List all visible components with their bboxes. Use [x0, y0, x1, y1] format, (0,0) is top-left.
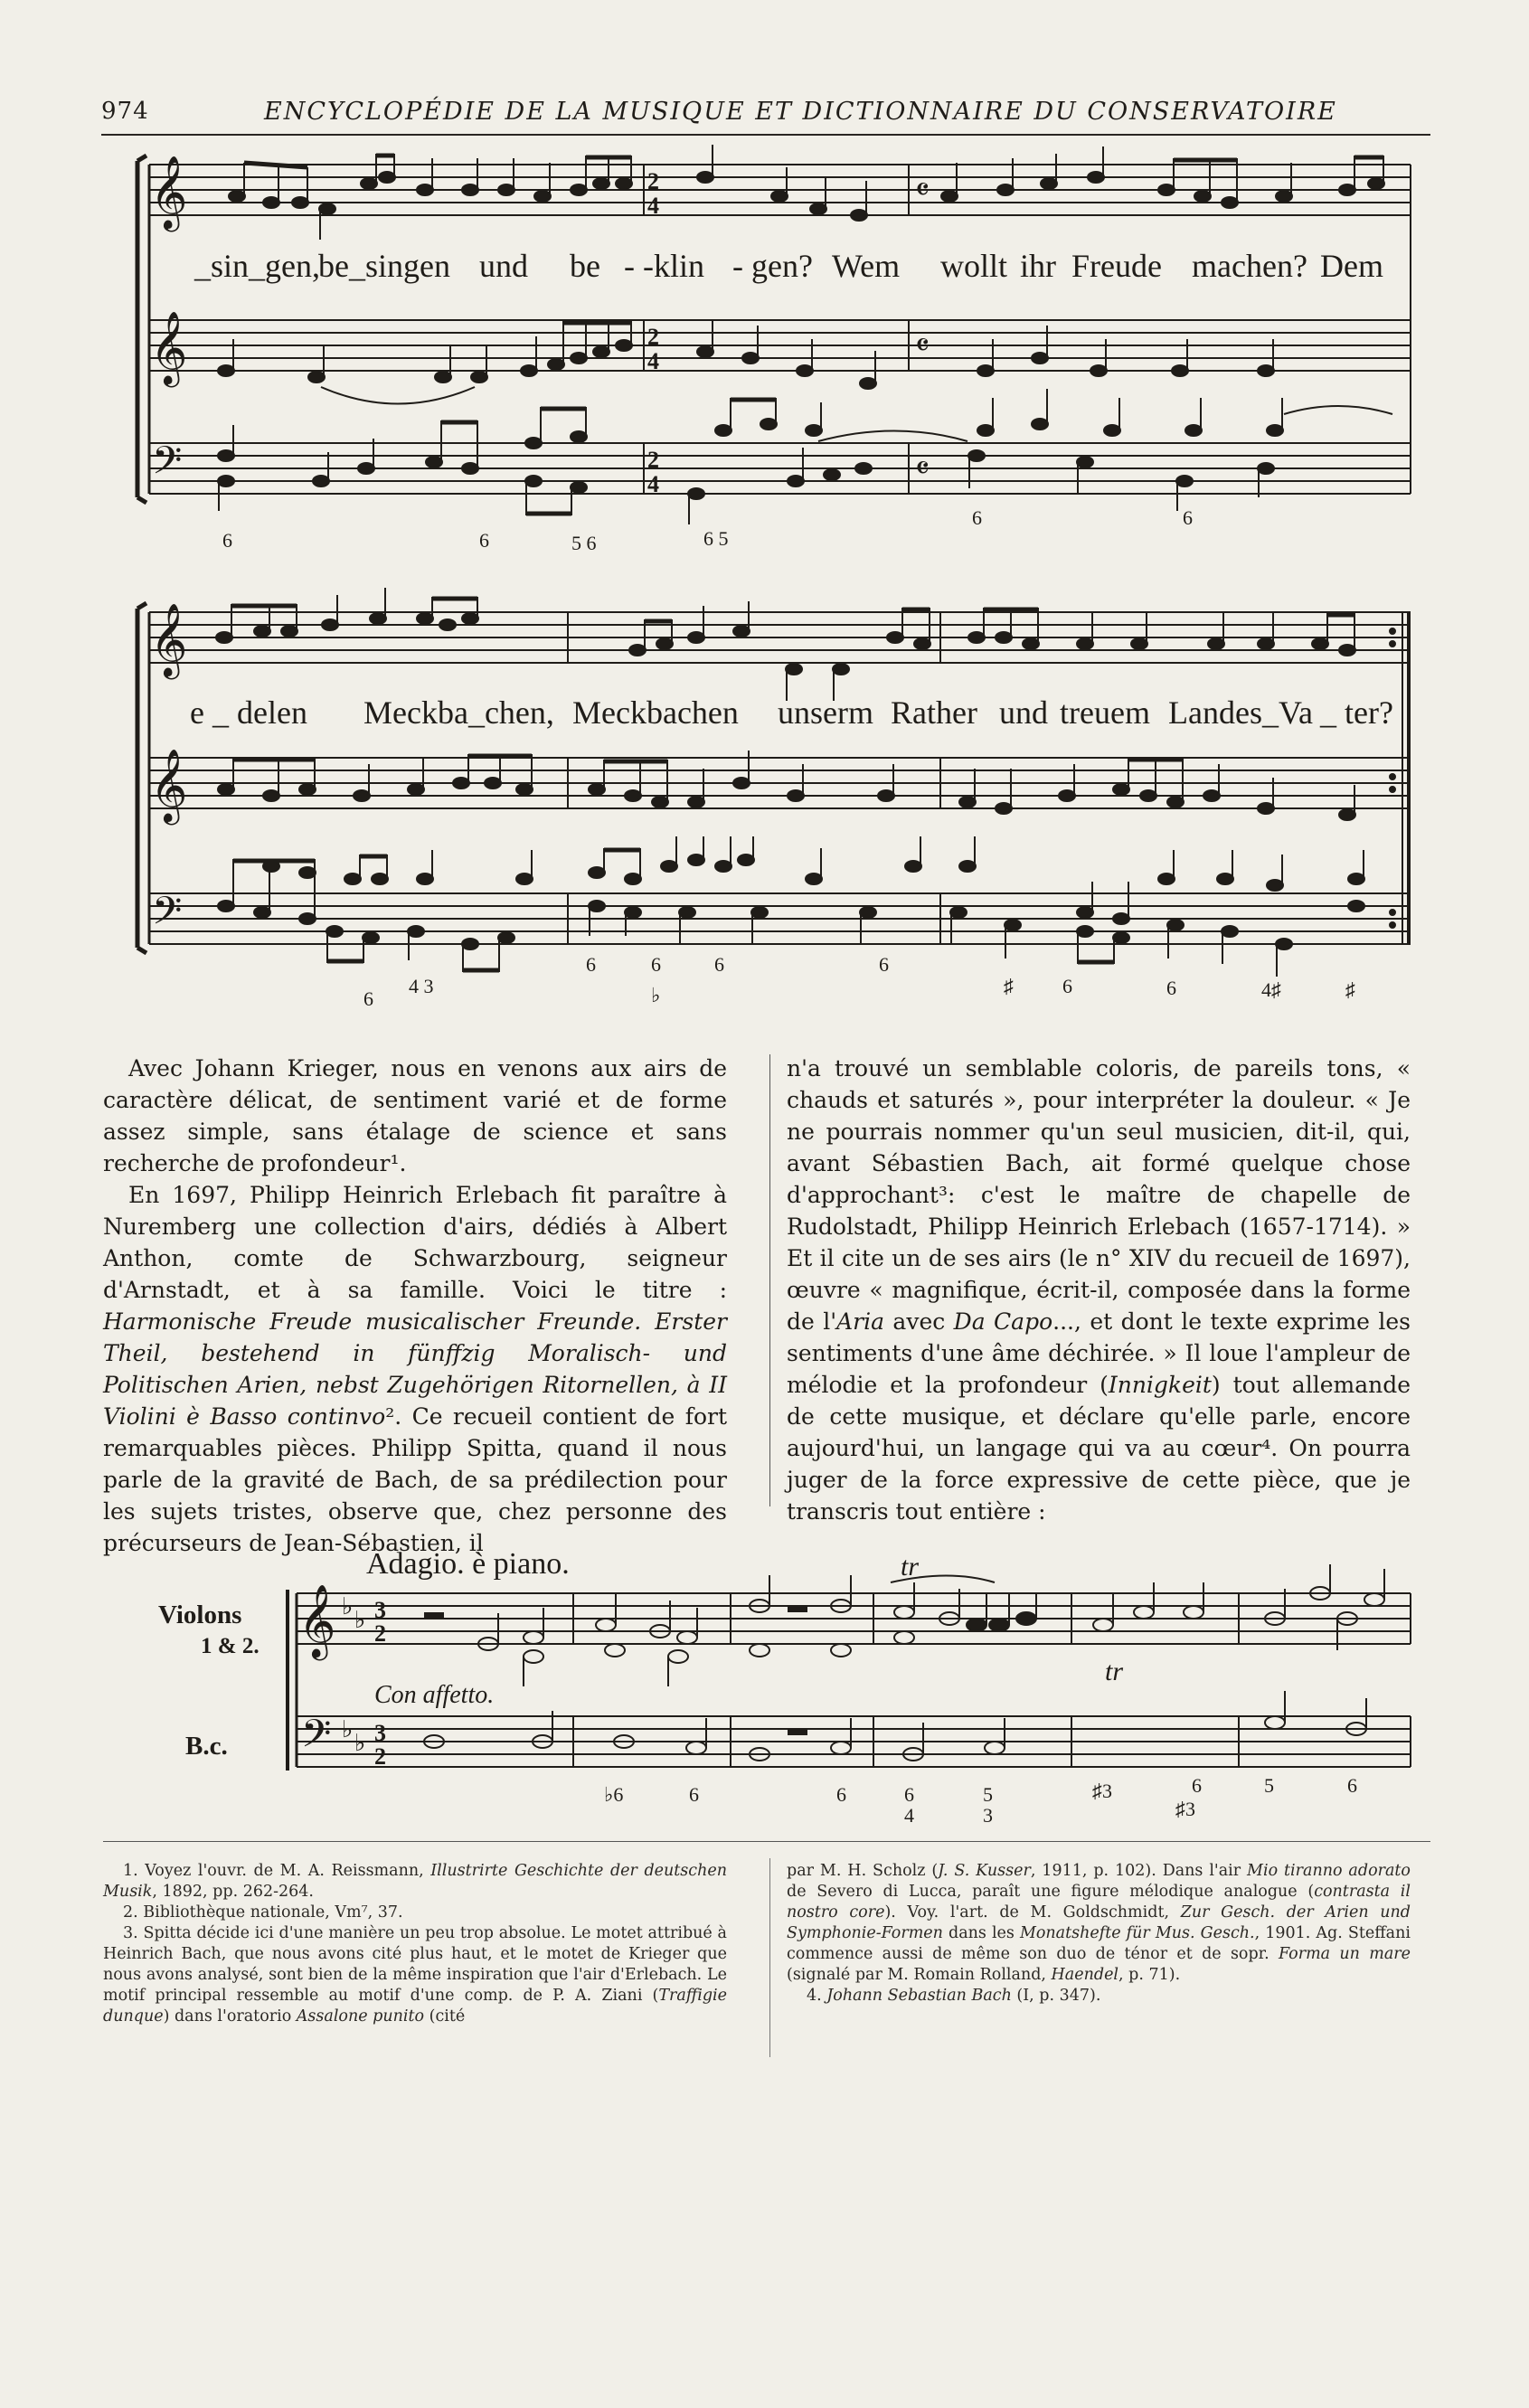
violin-notes: [425, 1564, 1384, 1686]
lyric-word: _ ter?: [1320, 694, 1393, 731]
bc-figured-bass: [604, 1774, 1357, 1827]
footnote-3-continued: par M. H. Scholz (J. S. Kusser, 1911, p. 102). Dans l'air Mio tiranno adorato de Severo di Lucca, paraît une figure mélodique analogue (contrasta il nostro core). Voy. l'art. de M. Goldschmidt, Zur Gesch. der Arien und Symphonie-Formen dans les Monatshefte für Mus. Gesch., 1901. Ag. Steffani commence aussi de même son duo de ténor et de sopr. Forma un mare (signalé par M. Romain Rolland, Haendel, p. 71).: [787, 1862, 1411, 1984]
page-number: 974: [101, 98, 149, 125]
lyric-word: Freude: [1071, 248, 1162, 284]
system1-lyrics: [193, 248, 1383, 284]
lyric-word: _sin_gen,: [194, 248, 320, 284]
book-title: Harmonische Freude musicalischer Freunde. Erster Theil, bestehend in fünffzig Moralisch- und Politischen Arien, nebst Zugehörigen Ritornellen, à II Violini è Basso continvo: [103, 1308, 727, 1430]
lyric-word: und: [999, 694, 1048, 731]
figure: 6: [1166, 977, 1176, 999]
figure: 6: [972, 506, 982, 529]
treble-clef-icon: 𝄞: [150, 158, 188, 228]
figure: 6: [586, 953, 596, 976]
svg-text:♭: ♭: [342, 1593, 354, 1619]
figure: 5: [1264, 1774, 1274, 1797]
figure: 6: [1062, 975, 1072, 997]
figure: 6: [714, 953, 724, 976]
figure: ♯: [1004, 975, 1014, 997]
svg-text:♭: ♭: [354, 1730, 366, 1756]
system2-lyrics: [190, 694, 1393, 731]
figure: 6 5: [703, 527, 729, 550]
footnote-rule: [103, 1841, 1430, 1842]
svg-text:2: 2: [374, 1743, 386, 1770]
figure: ♭6: [604, 1783, 624, 1806]
lyric-word: unserm: [778, 694, 873, 731]
figure: ♯3: [1175, 1798, 1195, 1820]
footnote-4: 4. Johann Sebastian Bach (I, p. 347).: [807, 1987, 1101, 2005]
svg-text:2: 2: [374, 1620, 386, 1647]
footnote-2: 2. Bibliothèque nationale, Vm⁷, 37.: [123, 1903, 403, 1922]
figure: ♭: [651, 984, 661, 1006]
bass-clef-icon: 𝄢: [152, 440, 183, 492]
lyric-word: wollt: [940, 248, 1008, 284]
running-title: ENCYCLOPÉDIE DE LA MUSIQUE ET DICTIONNAIRE DU CONSERVATOIRE: [264, 98, 1337, 126]
figure: 4 3: [409, 975, 434, 997]
staff-label-bc: B.c.: [185, 1732, 228, 1761]
staff-label-violons: Violons: [158, 1601, 242, 1629]
staff-label-violons-parts: 1 & 2.: [201, 1634, 260, 1658]
lyric-word: e _ delen: [190, 694, 307, 731]
system2-figured-bass: [363, 953, 1355, 1010]
footnote-3: 3. Spitta décide ici d'une manière un peu trop absolue. Le motet attribué à Heinrich Bach, que nous avons cité plus haut, et le motet de Krieger que nous avons analysé, sont bien de la même inspiration que l'air d'Erlebach. Le motif principal ressemble au motif d'une comp. de P. A. Ziani (Traffigie dunque) dans l'oratorio Assalone punito (cité: [103, 1924, 727, 2026]
bottom-music-score: [0, 1528, 1529, 1827]
figure: 6: [879, 953, 889, 976]
figure: 6: [1183, 506, 1193, 529]
paragraph: Avec Johann Krieger, nous en venons aux airs de caractère délicat, de sentiment varié et de forme assez simple, sans étalage de science et sans recherche de profondeur¹.: [103, 1055, 727, 1176]
text-column-left: [103, 1053, 727, 1559]
figure: 6: [222, 529, 232, 552]
lyric-word: - -klin: [624, 248, 704, 284]
treble-clef-icon: 𝄞: [150, 751, 188, 821]
lyric-word: Rather: [891, 694, 977, 731]
column-divider: [769, 1054, 770, 1506]
footnote-1: 1. Voyez l'ouvr. de M. A. Reissmann, Illustrirte Geschichte der deutschen Musik, 1892, pp. 262-264.: [103, 1862, 727, 1901]
lyric-word: be: [570, 248, 600, 284]
figure: 5: [983, 1783, 993, 1806]
system2-treble-staff: [149, 612, 1411, 663]
figure: 5 6: [571, 532, 597, 554]
svg-text:2: 2: [647, 168, 659, 194]
figure: 4: [904, 1804, 914, 1827]
figure: 4♯: [1261, 978, 1281, 1001]
svg-text:𝄴: 𝄴: [915, 327, 930, 364]
lyric-word: Meckbachen: [572, 694, 739, 731]
lyric-word: Dem: [1320, 248, 1383, 284]
lyric-word: Landes_Va: [1168, 694, 1313, 731]
figure: 6: [363, 987, 373, 1010]
lyric-word: Wem: [832, 248, 901, 284]
figure: 6: [904, 1783, 914, 1806]
svg-text:4: 4: [647, 193, 659, 219]
text-column-right: [787, 1053, 1411, 1527]
system1-figured-bass: [222, 506, 1193, 554]
bass-clef-icon: 𝄢: [152, 891, 183, 942]
svg-text:𝄴: 𝄴: [915, 172, 930, 208]
paragraph: n'a trouvé un semblable coloris, de pareils tons, « chauds et saturés », pour interpréter la douleur. « Je ne pourrais nommer qu'un seul musicien, dit-il, qui, avant Sébastien Bach, ait formé quelque chose d'approchant³: c'est le maître de chapelle de Rudolstadt, Philipp Heinrich Erlebach (1657-1714). » Et il cite un de ses airs (le n° XIV du recueil de 1697), œuvre « magnifique, écrit-il, composée dans la forme de l'Aria avec Da Capo..., et dont le texte exprime les sentiments d'une âme déchirée. » Il loue l'ampleur de mélodie et la profondeur (Innigkeit) tout allemande de cette musique, et déclare qu'elle parle, encore aujourd'hui, un langage qui va au cœur⁴. On pourra juger de la force expressive de cette pièce, que je transcris tout entière :: [787, 1055, 1411, 1525]
lyric-word: und: [479, 248, 528, 284]
svg-text:3: 3: [374, 1720, 386, 1746]
footnote-divider: [769, 1858, 770, 2057]
paragraph: En 1697, Philipp Heinrich Erlebach fit paraître à Nuremberg une collection d'airs, dédiés à Albert Anthon, comte de Schwarzbourg, seigneur d'Arnstadt, et à sa famille. Voici le titre : Harmonische Freude musicalischer Freunde. Erster Theil, bestehend in fünffzig Moralisch- und Politischen Arien, nebst Zugehörigen Ritornellen, à II Violini è Basso continvo². Ce recueil contient de fort remarquables pièces. Philipp Spitta, quand il nous parle de la gravité de Bach, de sa prédilection pour les sujets tristes, observe que, chez personne des précurseurs de Jean-Sébastien, il: [103, 1182, 728, 1556]
lyric-word: - gen?: [732, 248, 813, 284]
footnotes-right: [787, 1861, 1411, 2007]
treble-clef-icon: 𝄞: [150, 314, 188, 383]
figure: 6: [836, 1783, 846, 1806]
figure: 6: [689, 1783, 699, 1806]
expression-marking: Con affetto.: [374, 1681, 495, 1709]
lyric-word: be_singen: [318, 248, 450, 284]
svg-text:♭: ♭: [342, 1716, 354, 1742]
treble-clef-icon: 𝄞: [150, 606, 188, 675]
top-music-score: [0, 0, 1529, 1031]
trill-mark: tr: [1105, 1657, 1124, 1686]
tempo-marking: Adagio. è piano.: [366, 1547, 570, 1581]
svg-text:2: 2: [647, 324, 659, 350]
figure: ♯: [1345, 978, 1355, 1001]
figure: 6: [1347, 1774, 1357, 1797]
figure: 3: [983, 1804, 993, 1827]
figure: ♯3: [1092, 1780, 1112, 1802]
figure: 6: [651, 953, 661, 976]
svg-text:4: 4: [647, 471, 659, 497]
system1-bass-staff: [149, 443, 1411, 494]
figure: 6: [1192, 1774, 1202, 1797]
treble-clef-icon: 𝄞: [298, 1587, 336, 1657]
system2-middle-staff: [149, 758, 1411, 808]
system2-treble-notes: [216, 588, 1395, 701]
system1-middle-staff: [149, 320, 1411, 371]
bass-continuo-notes: [424, 1691, 1366, 1761]
lyric-word: ihr: [1020, 248, 1056, 284]
lyric-word: machen?: [1192, 248, 1307, 284]
lyric-word: Meckba_chen,: [363, 694, 554, 731]
bass-clef-icon: 𝄢: [301, 1714, 332, 1765]
svg-text:♭: ♭: [354, 1607, 366, 1633]
svg-text:3: 3: [374, 1597, 386, 1623]
figure: 6: [479, 529, 489, 552]
system1-treble-staff: [149, 165, 1411, 215]
svg-text:4: 4: [647, 348, 659, 374]
trill-mark: tr: [901, 1552, 920, 1582]
footnotes-left: [103, 1861, 727, 2027]
svg-text:𝄴: 𝄴: [915, 450, 930, 486]
system1-treble-notes: [229, 145, 1384, 240]
lyric-word: treuem: [1060, 694, 1150, 731]
system2-middle-notes: [218, 751, 1395, 820]
svg-text:2: 2: [647, 447, 659, 473]
